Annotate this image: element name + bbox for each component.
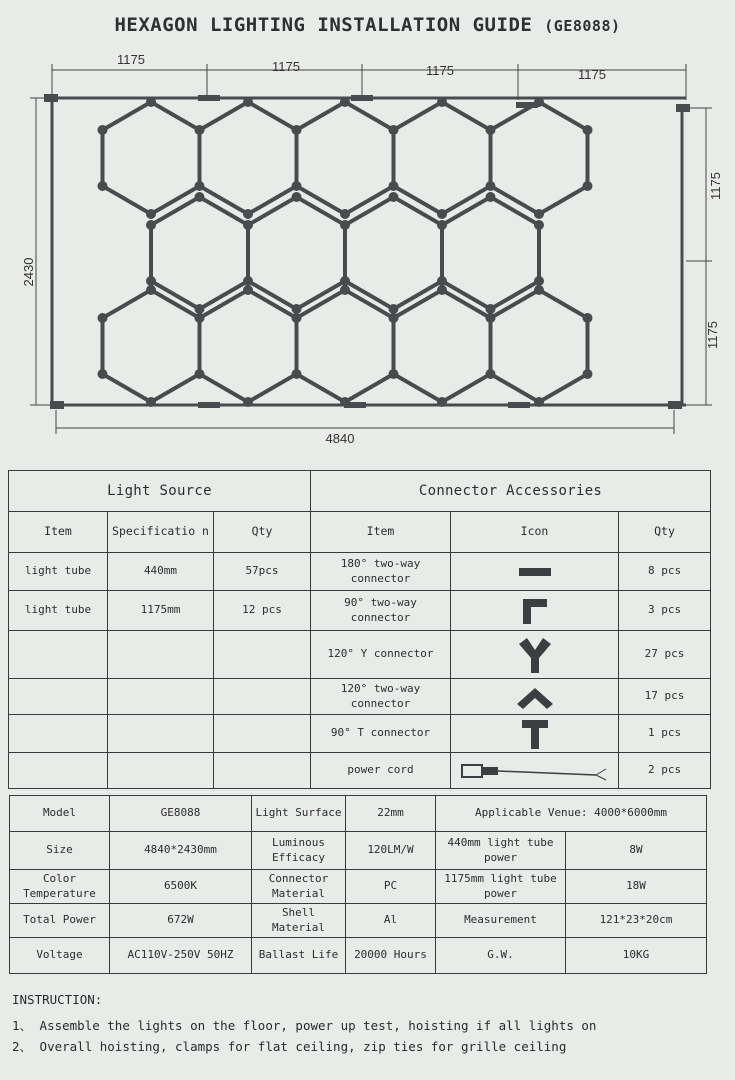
hexagon-layout-diagram — [0, 50, 735, 460]
measurement-value: 121*23*20cm — [566, 904, 707, 938]
connector-node — [340, 285, 350, 295]
dim-right-1: 1175 — [708, 172, 723, 200]
light-qty: 57pcs — [214, 553, 311, 591]
connector-node — [437, 276, 447, 286]
connector-node — [486, 181, 496, 191]
dim-top-1: 1175 — [117, 52, 145, 67]
connector-node — [146, 220, 156, 230]
dim-total-width: 4840 — [325, 431, 355, 446]
connector-node — [486, 304, 496, 314]
connector-node — [486, 369, 496, 379]
l-connector-icon — [451, 591, 619, 631]
connector-node — [583, 369, 593, 379]
connector-node — [146, 97, 156, 107]
surface-value: 22mm — [346, 796, 436, 832]
connector-node — [98, 313, 108, 323]
size-value: 4840*2430mm — [110, 832, 252, 870]
connector-node — [146, 285, 156, 295]
tube440-label: 440mm light tube power — [436, 832, 566, 870]
hexagon-light — [297, 290, 394, 402]
connector-node — [389, 369, 399, 379]
model-label: Model — [10, 796, 110, 832]
connector-node — [292, 304, 302, 314]
y-connector-icon — [451, 631, 619, 679]
connector-node — [583, 181, 593, 191]
connector-node — [243, 276, 253, 286]
connector-node — [437, 397, 447, 407]
connector-node — [534, 285, 544, 295]
connector-qty: 8 pcs — [619, 553, 711, 591]
hexagon-light — [200, 290, 297, 402]
connector-item: 90° two-way connector — [311, 591, 451, 631]
measurement-label: Measurement — [436, 904, 566, 938]
efficacy-label: Luminous Efficacy — [252, 832, 346, 870]
connector-node — [486, 125, 496, 135]
hexagon-light — [200, 102, 297, 214]
col-specification: Specificatio n — [108, 512, 214, 553]
connector-node — [146, 209, 156, 219]
connector-node — [195, 125, 205, 135]
connector-qty: 2 pcs — [619, 753, 711, 789]
connector-node — [437, 220, 447, 230]
connector-node — [243, 397, 253, 407]
dim-top-4: 1175 — [578, 67, 606, 82]
shell-material-label: Shell Material — [252, 904, 346, 938]
hexagon-light — [151, 197, 248, 309]
connector-node — [583, 125, 593, 135]
connector-qty: 17 pcs — [619, 679, 711, 715]
connector-node — [389, 313, 399, 323]
hexagon-light — [297, 102, 394, 214]
dim-total-height: 2430 — [21, 257, 36, 287]
connector-node — [534, 397, 544, 407]
efficacy-value: 120LM/W — [346, 832, 436, 870]
connector-node — [486, 192, 496, 202]
connector-node — [389, 181, 399, 191]
connector-item: 90° T connector — [311, 715, 451, 753]
hexagon-light — [345, 197, 442, 309]
connector-item: 120° Y connector — [311, 631, 451, 679]
instruction-heading: INSTRUCTION: — [12, 992, 103, 1007]
connector-node — [389, 125, 399, 135]
hexagon-light — [394, 102, 491, 214]
connector-node — [583, 313, 593, 323]
connector-node — [534, 97, 544, 107]
total-power-value: 672W — [110, 904, 252, 938]
connector-material-label: Connector Material — [252, 870, 346, 904]
col-item: Item — [9, 512, 108, 553]
total-power-label: Total Power — [10, 904, 110, 938]
ballast-value: 20000 Hours — [346, 938, 436, 974]
applicable-venue: Applicable Venue: 4000*6000mm — [436, 796, 707, 832]
hexagon-light — [491, 290, 588, 402]
connector-node — [243, 209, 253, 219]
connector-node — [340, 209, 350, 219]
connector-node — [534, 209, 544, 219]
straight-connector-icon — [451, 553, 619, 591]
hexagon-light — [491, 102, 588, 214]
connector-node — [195, 192, 205, 202]
connector-node — [243, 285, 253, 295]
connector-node — [146, 397, 156, 407]
light-qty: 12 pcs — [214, 591, 311, 631]
model-value: GE8088 — [110, 796, 252, 832]
hexagon-light — [442, 197, 539, 309]
light-source-header: Light Source — [9, 471, 311, 512]
connector-node — [437, 97, 447, 107]
connector-node — [98, 181, 108, 191]
connector-node — [340, 97, 350, 107]
connector-node — [98, 369, 108, 379]
connector-material-value: PC — [346, 870, 436, 904]
light-source-connector-table — [8, 470, 711, 789]
light-spec: 1175mm — [108, 591, 214, 631]
dim-top-2: 1175 — [272, 59, 300, 74]
dim-right-2: 1175 — [705, 321, 720, 349]
connector-node — [340, 220, 350, 230]
connector-node — [437, 285, 447, 295]
chevron-connector-icon — [451, 679, 619, 715]
col-icon: Icon — [451, 512, 619, 553]
model-code: (GE8088) — [544, 17, 621, 35]
instruction-item: 2、 Overall hoisting, clamps for flat ceiling, zip ties for grille ceiling — [12, 1039, 567, 1054]
power-cord-icon — [451, 753, 619, 789]
specification-table — [9, 795, 707, 974]
shell-material-value: Al — [346, 904, 436, 938]
connector-node — [534, 276, 544, 286]
connector-node — [534, 220, 544, 230]
light-item: light tube — [9, 553, 108, 591]
connector-node — [486, 313, 496, 323]
surface-label: Light Surface — [252, 796, 346, 832]
connector-node — [340, 276, 350, 286]
t-connector-icon — [451, 715, 619, 753]
size-label: Size — [10, 832, 110, 870]
connector-node — [340, 397, 350, 407]
connector-qty: 27 pcs — [619, 631, 711, 679]
light-item: light tube — [9, 591, 108, 631]
connector-item: 120° two-way connector — [311, 679, 451, 715]
connector-node — [243, 220, 253, 230]
col-connector-qty: Qty — [619, 512, 711, 553]
page-title — [0, 14, 735, 36]
tube440-value: 8W — [566, 832, 707, 870]
col-connector-item: Item — [311, 512, 451, 553]
light-spec: 440mm — [108, 553, 214, 591]
connector-header: Connector Accessories — [311, 471, 711, 512]
instruction-item: 1、 Assemble the lights on the floor, power up test, hoisting if all lights on — [12, 1018, 597, 1033]
ballast-label: Ballast Life — [252, 938, 346, 974]
col-qty: Qty — [214, 512, 311, 553]
voltage-value: AC110V-250V 50HZ — [110, 938, 252, 974]
gross-weight-value: 10KG — [566, 938, 707, 974]
connector-node — [437, 209, 447, 219]
color-value: 6500K — [110, 870, 252, 904]
hexagon-light — [248, 197, 345, 309]
connector-node — [292, 181, 302, 191]
connector-node — [195, 304, 205, 314]
hexagon-light — [394, 290, 491, 402]
connector-node — [146, 276, 156, 286]
connector-node — [292, 192, 302, 202]
voltage-label: Voltage — [10, 938, 110, 974]
hexagon-light — [103, 290, 200, 402]
connector-node — [98, 125, 108, 135]
gross-weight-label: G.W. — [436, 938, 566, 974]
connector-node — [292, 369, 302, 379]
dim-top-3: 1175 — [426, 63, 454, 78]
connector-item: power cord — [311, 753, 451, 789]
hexagon-light — [103, 102, 200, 214]
connector-qty: 3 pcs — [619, 591, 711, 631]
connector-node — [292, 125, 302, 135]
connector-node — [389, 304, 399, 314]
tube1175-label: 1175mm light tube power — [436, 870, 566, 904]
tube1175-value: 18W — [566, 870, 707, 904]
connector-item: 180° two-way connector — [311, 553, 451, 591]
connector-node — [389, 192, 399, 202]
connector-node — [243, 97, 253, 107]
connector-node — [195, 181, 205, 191]
connector-node — [292, 313, 302, 323]
connector-qty: 1 pcs — [619, 715, 711, 753]
color-label: Color Temperature — [10, 870, 110, 904]
connector-node — [195, 369, 205, 379]
connector-node — [195, 313, 205, 323]
title-main: HEXAGON LIGHTING INSTALLATION GUIDE — [114, 14, 533, 36]
